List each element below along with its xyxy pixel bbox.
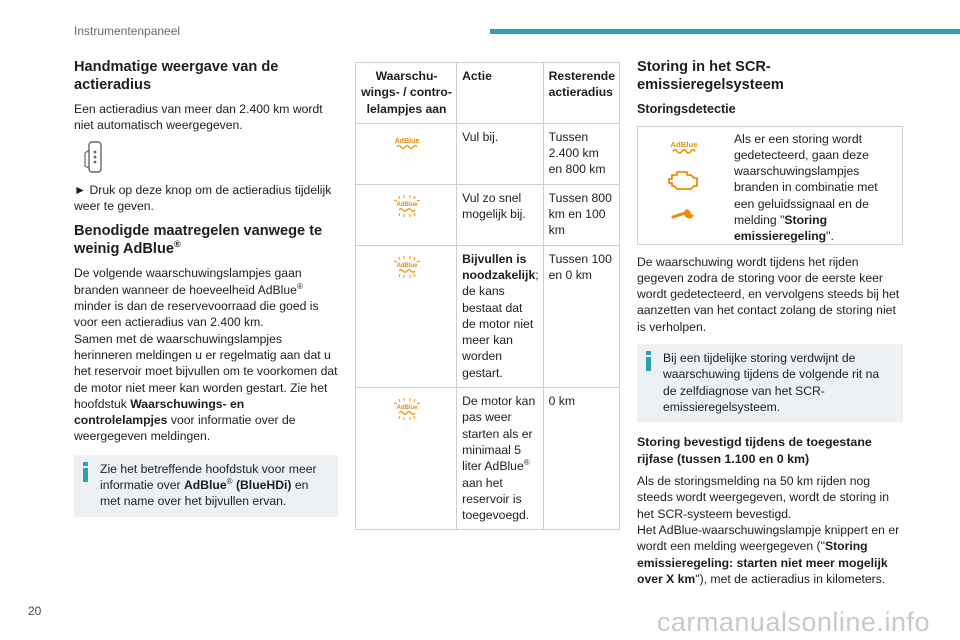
header-accent-bar [490, 29, 960, 34]
column-header: Waarschu-wings- / contro-lelampjes aan [356, 63, 457, 124]
section-title-adblue-measures: Benodigde maatregelen vanwege te weinig AdBlue® [74, 223, 323, 258]
paragraph: Samen met de waarschuwingslampjes herinneren meldingen u er regelmatig aan dat u het reservoir moet bijvullen om te voorkomen dat de motor niet meer kan worden gestart. Zie het hoofdstuk Waarschuwings- en controlelampjes voor informatie over de weergegeven meldingen. [74, 331, 338, 444]
adblue-warning-table [355, 62, 620, 530]
svg-text:AdBlue: AdBlue [394, 137, 419, 145]
paragraph: Een actieradius van meer dan 2.400 km wordt niet automatisch weergegeven. [74, 102, 323, 133]
warning-lamps-box [637, 126, 903, 245]
range-cell: Tussen 2.400 km en 800 km [543, 123, 619, 184]
watermark: carmanualsonline.info [656, 607, 930, 637]
column-left [74, 58, 338, 517]
column-header: Resterende actieradius [543, 63, 619, 124]
wrench-icon [666, 203, 702, 225]
adblue-icon [666, 137, 702, 157]
adblue-flashing-icon [356, 245, 457, 387]
info-note: Zie het betreffende hoofdstuk voor meer informatie over AdBlue® (BlueHDi) en met name over het bijvullen ervan. [74, 455, 338, 517]
action-cell: Vul zo snel mogelijk bij. [457, 184, 544, 245]
running-header: Instrumentenpaneel [74, 24, 181, 38]
page-number: 20 [28, 604, 42, 618]
table-header-row [356, 63, 620, 124]
svg-text:AdBlue: AdBlue [396, 262, 418, 269]
instruction-step: ► Druk op deze knop om de actieradius tijdelijk weer te geven. [74, 182, 332, 214]
section-title-manual-range: Handmatige weergave van de actieradius [74, 59, 279, 93]
range-cell: Tussen 100 en 0 km [543, 245, 619, 387]
chapter-reference: Waarschuwings- en controlelampjes [74, 396, 245, 428]
step-marker: ► [74, 182, 87, 197]
adblue-flashing-icon [356, 388, 457, 530]
adblue-icon [356, 123, 457, 184]
paragraph: De waarschuwing wordt tijdens het rijden gegeven zodra de storing voor de eerste keer wordt gedetecteerd, en vervolgens steeds bij het aanzetten van het contact zolang de storing niet is verholpen. [637, 254, 900, 334]
subheading-detection: Storingsdetectie [637, 102, 736, 116]
table-row [356, 184, 620, 245]
action-cell: De motor kan pas weer starten als er minimaal 5 liter AdBlue® aan het reservoir is toegevoegd. [457, 388, 544, 530]
adblue-flashing-icon [356, 184, 457, 245]
action-cell: Vul bij. [457, 123, 544, 184]
info-icon [82, 462, 90, 482]
info-note: Bij een tijdelijke storing verdwijnt de waarschuwing tijdens de volgende rit na de zelfdiagnose van het SCR-emissieregelsysteem. [637, 344, 903, 422]
table-row [356, 245, 620, 387]
info-icon [645, 351, 653, 371]
paragraph: De volgende waarschuwingslampjes gaan branden wanneer de hoeveelheid AdBlue® minder is dan de reservevoorraad die goed is voor een actieradius van 2.400 km. [74, 266, 319, 330]
engine-check-icon [666, 165, 702, 195]
action-cell: Bijvullen is noodzakelijk; de kans bestaat dat de motor niet meer kan worden gestart. [457, 245, 544, 387]
range-button-icon [82, 140, 106, 174]
range-cell: Tussen 800 km en 100 km [543, 184, 619, 245]
paragraph: Het AdBlue-waarschuwingslampje knippert en er wordt een melding weergegeven ("Storing emissieregeling: starten niet meer mogelijk over X km"), met de actieradius in kilometers. [637, 523, 900, 586]
table-row [356, 388, 620, 530]
table-row [356, 123, 620, 184]
svg-text:AdBlue: AdBlue [396, 405, 418, 412]
warning-icons [666, 137, 702, 230]
subheading-confirmed-fault: Storing bevestigd tijdens de toegestane rijfase (tussen 1.100 en 0 km) [637, 435, 872, 466]
warning-description: Als er een storing wordt gedetecteerd, gaan deze waarschuwingslampjes branden in combinatie met een geluidssignaal en de melding "Storing emissieregeling". [734, 131, 878, 244]
section-title-scr-fault: Storing in het SCR-emissieregelsysteem [637, 59, 784, 93]
svg-text:AdBlue: AdBlue [670, 139, 698, 149]
column-right [637, 58, 903, 587]
column-header: Actie [457, 63, 544, 124]
paragraph: Als de storingsmelding na 50 km rijden nog steeds wordt weergegeven, wordt de storing in het SCR-systeem bevestigd. [637, 474, 890, 521]
svg-text:AdBlue: AdBlue [396, 201, 418, 208]
range-cell: 0 km [543, 388, 619, 530]
